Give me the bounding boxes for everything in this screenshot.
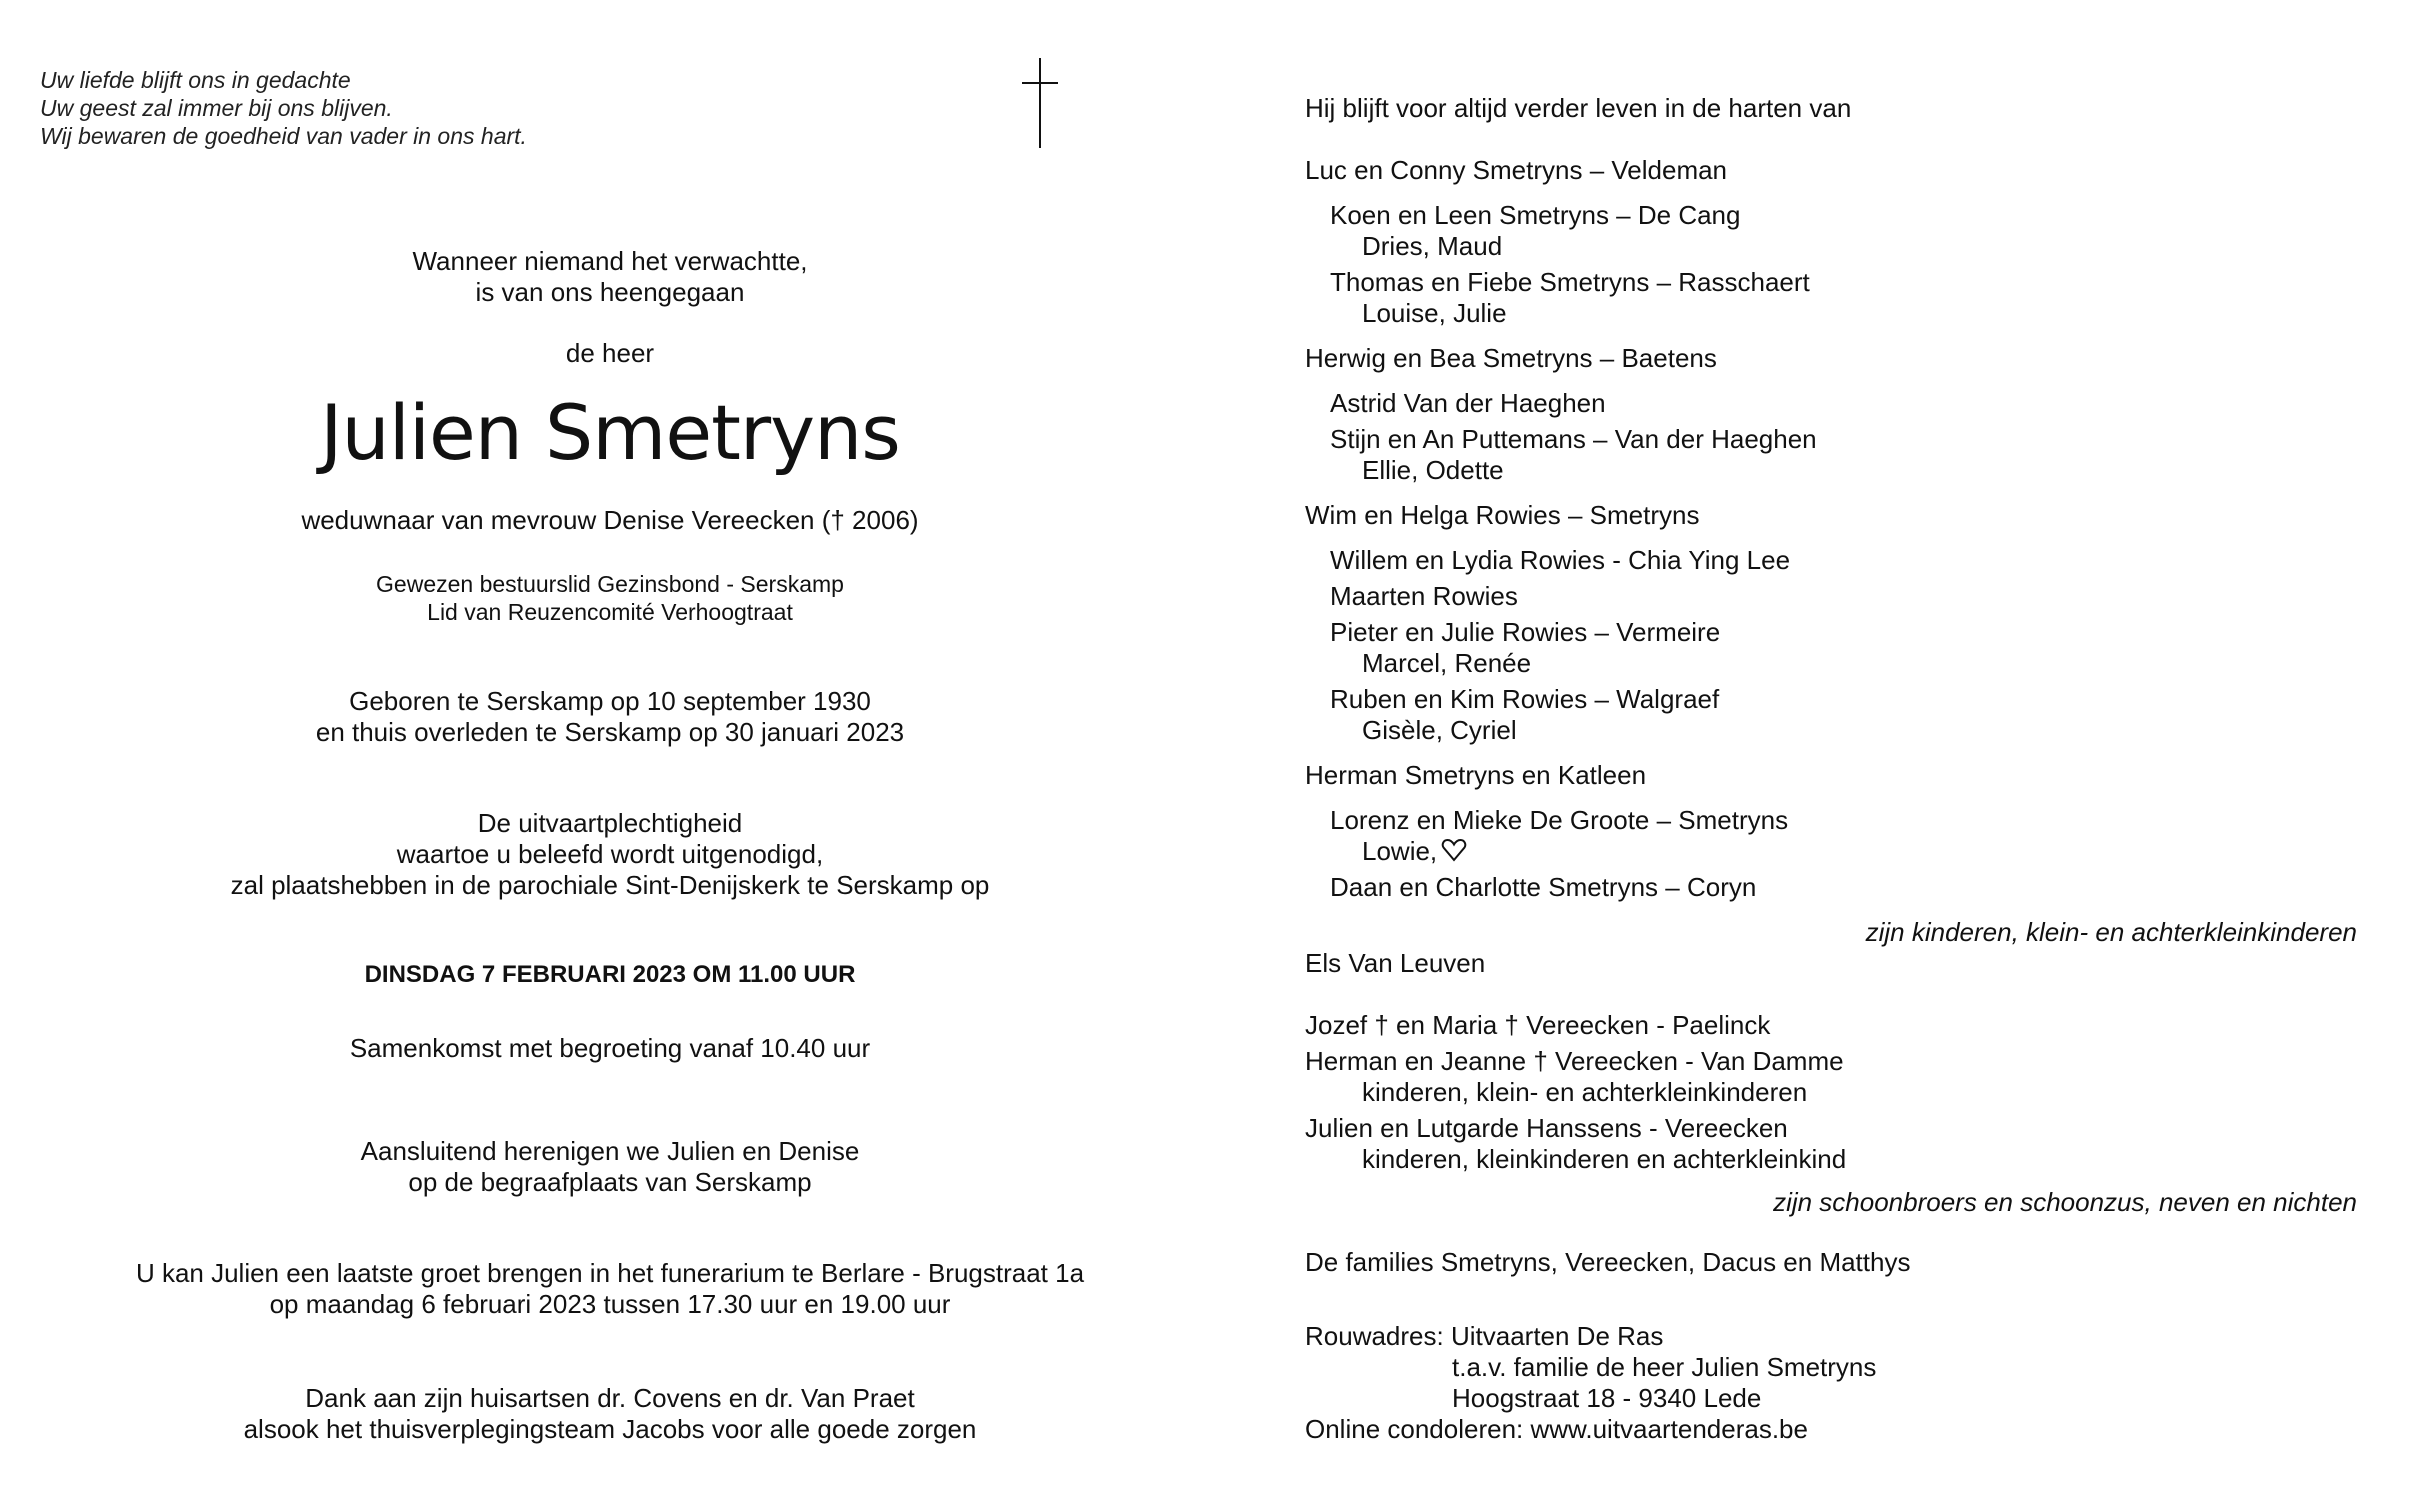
verse-line-3: Wij bewaren de goedheid van vader in ons hart. <box>40 123 527 149</box>
burial <box>40 1136 1180 1198</box>
family-line: Herwig en Bea Smetryns – Baetens <box>1305 343 1717 373</box>
verse-line-2: Uw geest zal immer bij ons blijven. <box>40 95 393 121</box>
family-line-lowie <box>1362 836 1467 869</box>
thanks-line-1: Dank aan zijn huisartsen dr. Covens en dr. Van Praet <box>305 1383 915 1413</box>
thanks <box>40 1383 1180 1445</box>
role-line-1: Gewezen bestuurslid Gezinsbond - Serskamp <box>376 571 844 597</box>
role-line-2: Lid van Reuzencomité Verhoogtraat <box>427 599 793 625</box>
ceremony-date: DINSDAG 7 FEBRUARI 2023 OM 11.00 UUR <box>364 961 856 988</box>
visit-line-1: U kan Julien een laatste groet brengen in het funerarium te Berlare - Brugstraat 1a <box>135 1258 1085 1288</box>
cross-icon <box>1022 58 1058 148</box>
family-line: Gisèle, Cyriel <box>1362 715 1517 745</box>
burial-line-2: op de begraafplaats van Serskamp <box>408 1167 812 1197</box>
family-line: Willem en Lydia Rowies - Chia Ying Lee <box>1330 545 1791 575</box>
verse-line-1: Uw liefde blijft ons in gedachte <box>40 67 351 93</box>
address-line-3: Hoogstraat 18 - 9340 Lede <box>1452 1383 1762 1413</box>
families-line: De families Smetryns, Vereecken, Dacus en Matthys <box>1305 1247 1911 1277</box>
family-line: Ellie, Odette <box>1362 455 1504 485</box>
born-line: Geboren te Serskamp op 10 september 1930 <box>349 686 871 716</box>
family-line: Marcel, Renée <box>1362 648 1532 678</box>
ceremony-line-2: waartoe u beleefd wordt uitgenodigd, <box>396 839 824 869</box>
ceremony <box>40 808 1180 901</box>
widower-line: weduwnaar van mevrouw Denise Vereecken († 2006) <box>301 505 919 535</box>
sibling-line: Jozef † en Maria † Vereecken - Paelinck <box>1305 1010 1771 1040</box>
family-line: Maarten Rowies <box>1330 581 1518 611</box>
intro <box>40 246 1180 308</box>
verse <box>40 66 527 150</box>
sibling-line: kinderen, klein- en achterkleinkinderen <box>1362 1077 1808 1107</box>
family-line: Koen en Leen Smetryns – De Cang <box>1330 200 1741 230</box>
family-line: Astrid Van der Haeghen <box>1330 388 1606 418</box>
family-line: Ruben en Kim Rowies – Walgraef <box>1330 684 1720 714</box>
ceremony-line-3: zal plaatshebben in de parochiale Sint-Denijskerk te Serskamp op <box>230 870 990 900</box>
family-line: Lorenz en Mieke De Groote – Smetryns <box>1330 805 1789 835</box>
intro-line-1: Wanneer niemand het verwachtte, <box>412 246 808 276</box>
family-heading: Hij blijft voor altijd verder leven in de harten van <box>1305 93 1852 123</box>
roles <box>40 570 1180 626</box>
family-line: Thomas en Fiebe Smetryns – Rasschaert <box>1330 267 1810 297</box>
heart-icon <box>1441 838 1467 869</box>
family-line: Louise, Julie <box>1362 298 1507 328</box>
family-line-text: Lowie, <box>1362 836 1438 866</box>
died-line: en thuis overleden te Serskamp op 30 januari 2023 <box>315 717 905 747</box>
sibling-line: Herman en Jeanne † Vereecken - Van Damme <box>1305 1046 1844 1076</box>
family-line: Stijn en An Puttemans – Van der Haeghen <box>1330 424 1817 454</box>
family-line: Luc en Conny Smetryns – Veldeman <box>1305 155 1728 185</box>
family-line: Daan en Charlotte Smetryns – Coryn <box>1330 872 1757 902</box>
gathering-line: Samenkomst met begroeting vanaf 10.40 uur <box>349 1033 871 1063</box>
visit-line-2: op maandag 6 februari 2023 tussen 17.30 uur en 19.00 uur <box>269 1289 951 1319</box>
address-line-1: Rouwadres: Uitvaarten De Ras <box>1305 1321 1664 1351</box>
address-line-2: t.a.v. familie de heer Julien Smetryns <box>1452 1352 1877 1382</box>
honorific: de heer <box>565 338 655 368</box>
family-line: Herman Smetryns en Katleen <box>1305 760 1647 790</box>
deceased-name: Julien Smetryns <box>320 388 900 477</box>
family-line: Dries, Maud <box>1362 231 1503 261</box>
family-line: Pieter en Julie Rowies – Vermeire <box>1330 617 1721 647</box>
ceremony-line-1: De uitvaartplechtigheid <box>477 808 743 838</box>
burial-line-1: Aansluitend herenigen we Julien en Denise <box>360 1136 860 1166</box>
partner-line: Els Van Leuven <box>1305 948 1486 978</box>
thanks-line-2: alsook het thuisverplegingsteam Jacobs voor alle goede zorgen <box>243 1414 977 1444</box>
sibling-line: kinderen, kleinkinderen en achterkleinkind <box>1362 1144 1847 1174</box>
siblings-caption: zijn schoonbroers en schoonzus, neven en nichten <box>1773 1187 2357 1217</box>
intro-line-2: is van ons heengegaan <box>475 277 745 307</box>
children-caption: zijn kinderen, klein- en achterkleinkinderen <box>1865 917 2357 947</box>
online-condolence: Online condoleren: www.uitvaartenderas.be <box>1305 1414 1808 1444</box>
sibling-line: Julien en Lutgarde Hanssens - Vereecken <box>1305 1113 1788 1143</box>
family-line: Wim en Helga Rowies – Smetryns <box>1305 500 1700 530</box>
visitation <box>40 1258 1180 1320</box>
birth-death <box>40 686 1180 748</box>
